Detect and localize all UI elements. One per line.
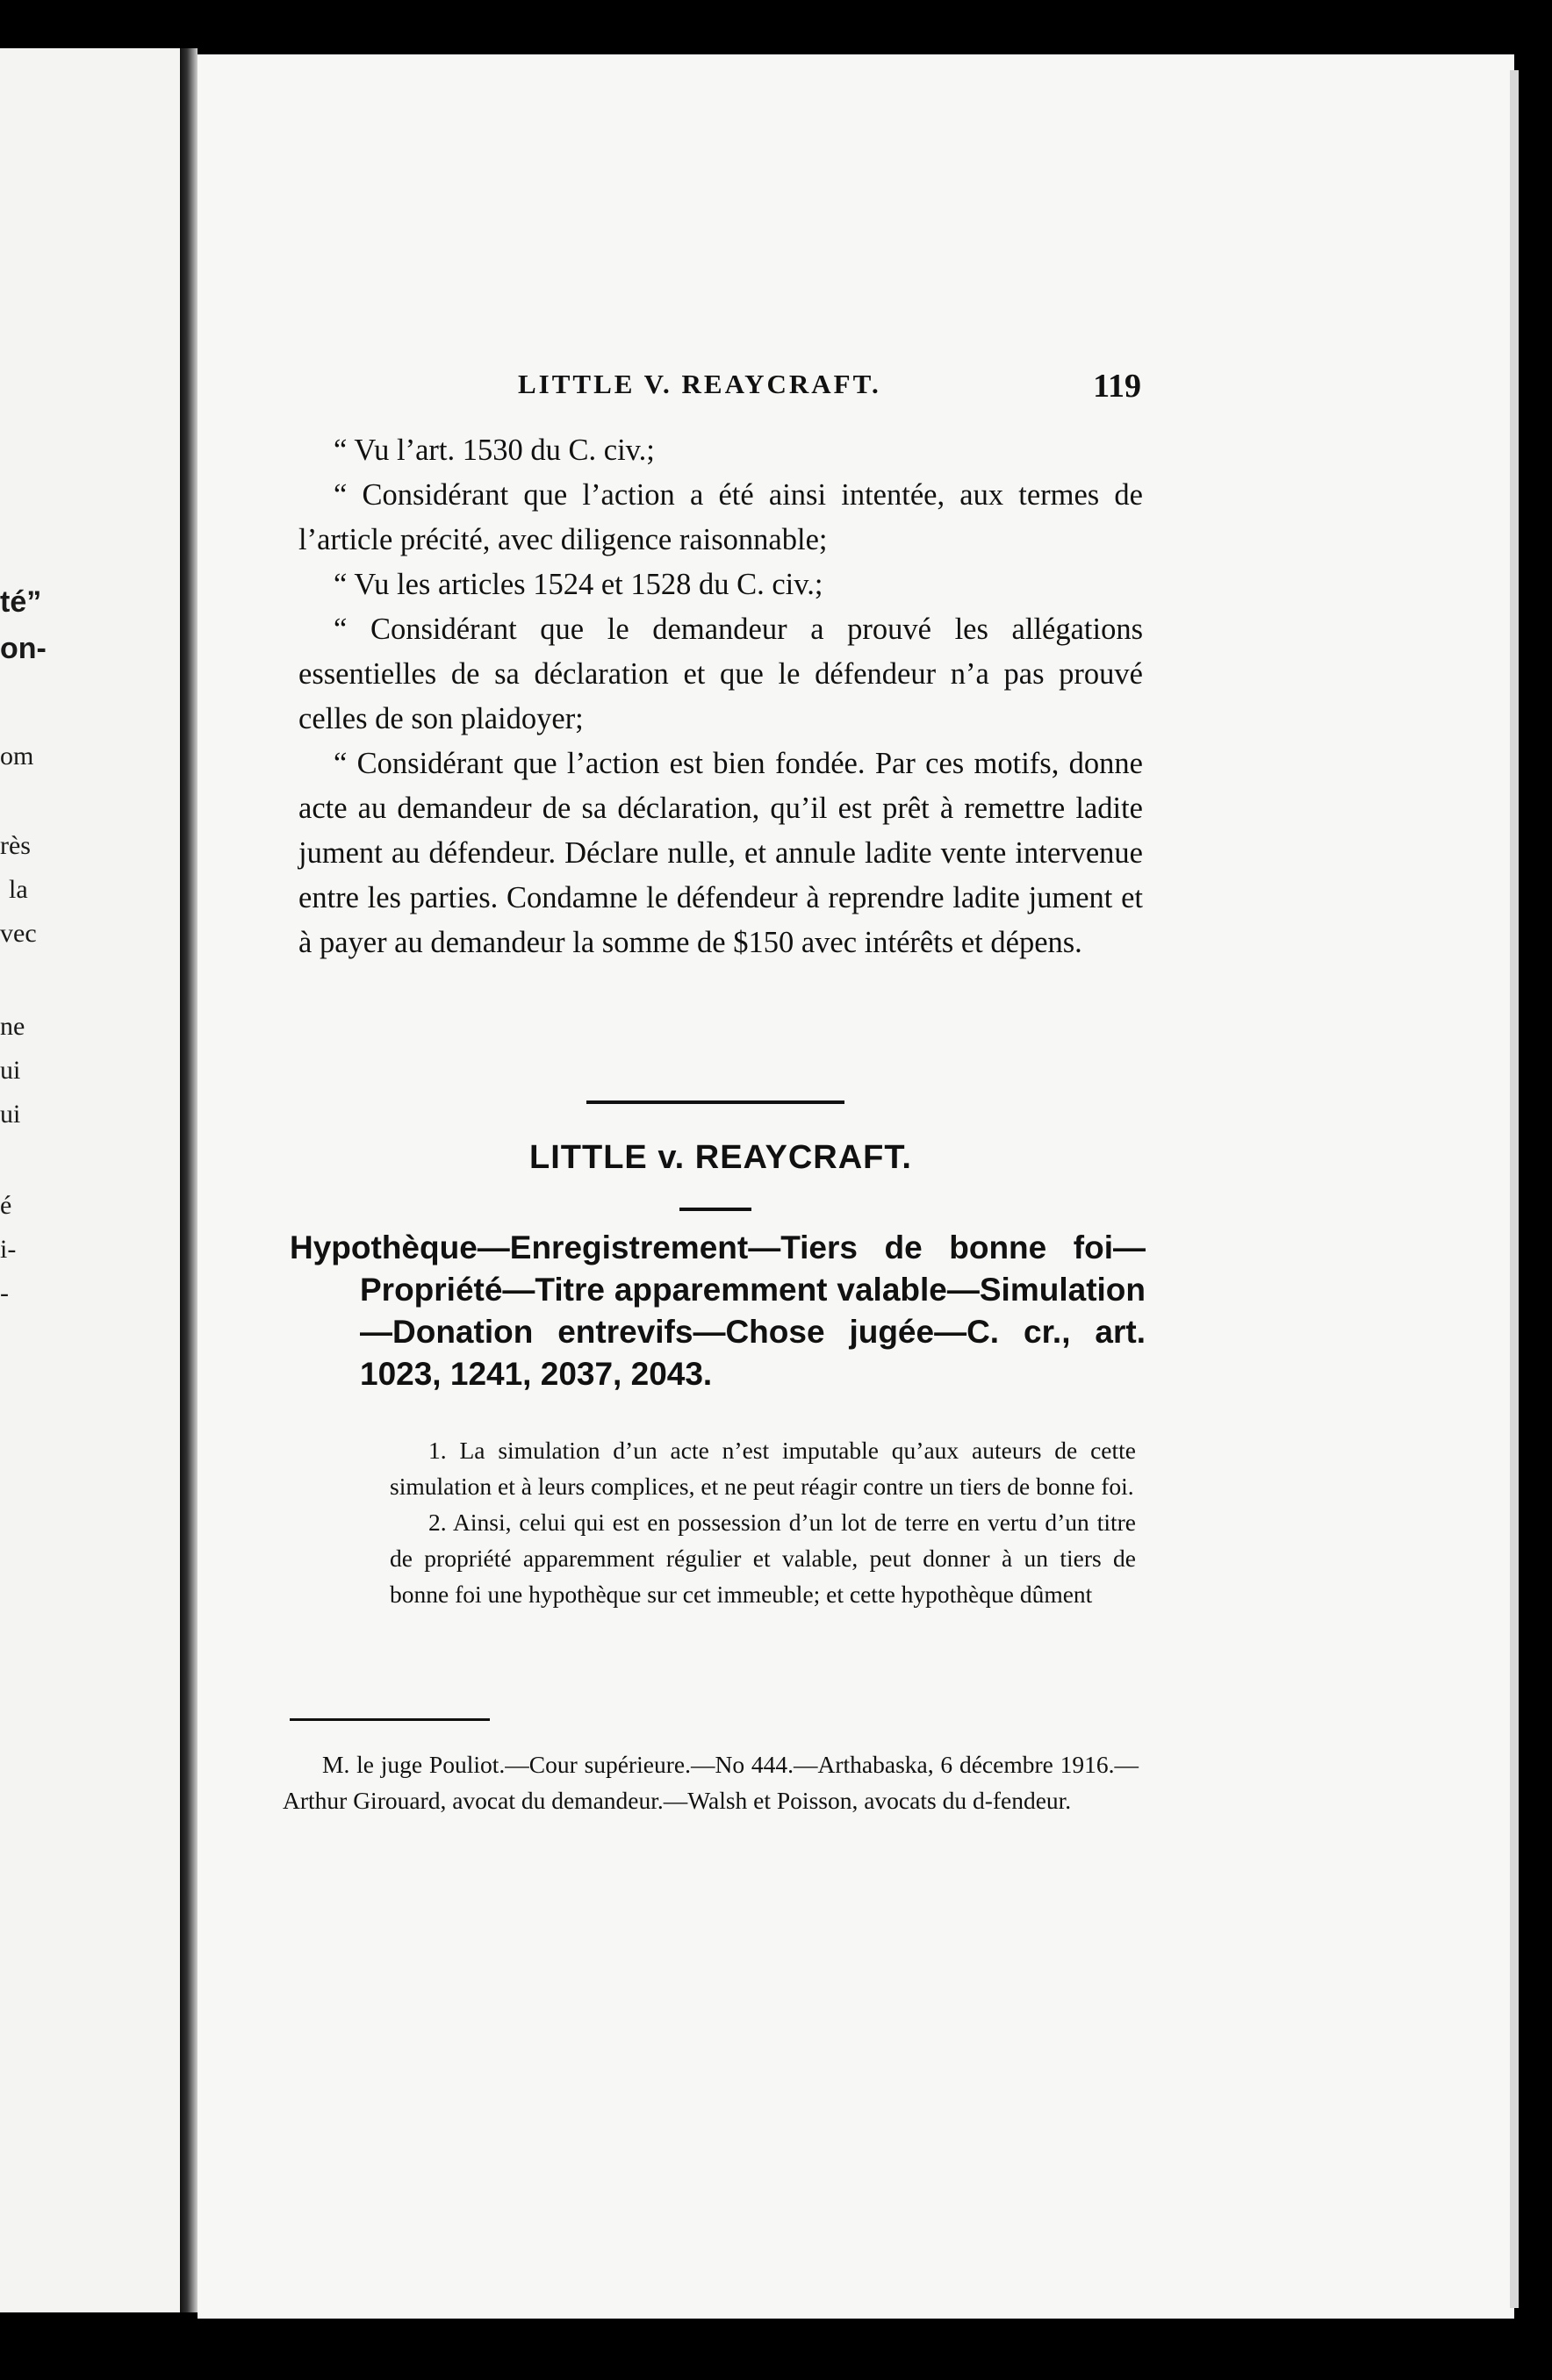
page-number: 119 [1093,368,1141,405]
left-fragment: om [0,742,34,771]
footnote [283,1746,1139,1818]
section-divider [586,1100,844,1104]
body-paragraph: “ Considérant que l’action a été ainsi intentée, aux termes de l’article précité, avec diligence raisonnable; [298,478,1143,556]
headnote: 2. Ainsi, celui qui est en possession d’un lot de terre en vertu d’un titre de propriété apparemment régulier et valable, peut donner à un tiers de bonne foi une hypothèque sur cet immeuble; et cette hypothèque dûment [390,1509,1136,1608]
adjacent-page [0,48,180,2312]
left-fragment: é [0,1191,12,1220]
left-fragment: ne [0,1012,25,1041]
left-fragment: la [9,875,28,904]
page-edge [1510,70,1519,2308]
case-keywords: Hypothèque—Enregistrement—Tiers de bonne foi—Propriété—Titre apparemment valable—Simulation—Donation entrevifs—Chose jugée—C. cr., art. 1023, 1241, 2037, 2043. [290,1229,1146,1392]
running-title: LITTLE V. REAYCRAFT. [518,369,881,399]
case-title: LITTLE v. REAYCRAFT. [529,1139,912,1176]
headnotes [390,1432,1136,1612]
body-paragraph: “ Vu l’art. 1530 du C. civ.; [334,434,655,467]
book-gutter [180,48,198,2312]
left-fragment: on- [0,632,47,665]
left-fragment: i- [0,1235,17,1264]
left-fragment: - [0,1279,9,1308]
headnote: 1. La simulation d’un acte n’est imputable qu’aux auteurs de cette simulation et à leurs complices, et ne peut réagir contre un tiers de bonne foi. [390,1437,1136,1500]
left-fragment: ui [0,1100,21,1129]
left-fragment: ui [0,1056,21,1085]
left-fragment: rès [0,831,31,860]
footnote-text: M. le juge Pouliot.—Cour supérieure.—No 444.—Arthabaska, 6 décembre 1916.—Arthur Girouard, avocat du demandeur.—Walsh et Poisson, avocats du d-fendeur. [283,1751,1139,1814]
body-paragraph: “ Considérant que l’action est bien fondée. Par ces motifs, donne acte au demandeur de sa déclaration, qu’il est prêt à remettre ladite jument au défendeur. Déclare nulle, et annule ladite vente intervenue entre les parties. Condamne le défendeur à reprendre ladite jument et à payer au demandeur la somme de $150 avec intérêts et dépens. [298,747,1143,959]
left-fragment: vec [0,919,37,948]
body-text [298,428,1143,965]
running-head [298,367,1141,411]
title-rule [679,1208,751,1211]
body-paragraph: “ Considérant que le demandeur a prouvé les allégations essentielles de sa déclaration et que le défendeur n’a pas prouvé celles de son plaidoyer; [298,613,1143,735]
footnote-rule [290,1718,490,1721]
body-paragraph: “ Vu les articles 1524 et 1528 du C. civ.; [334,568,823,601]
left-fragment: té” [0,585,42,619]
